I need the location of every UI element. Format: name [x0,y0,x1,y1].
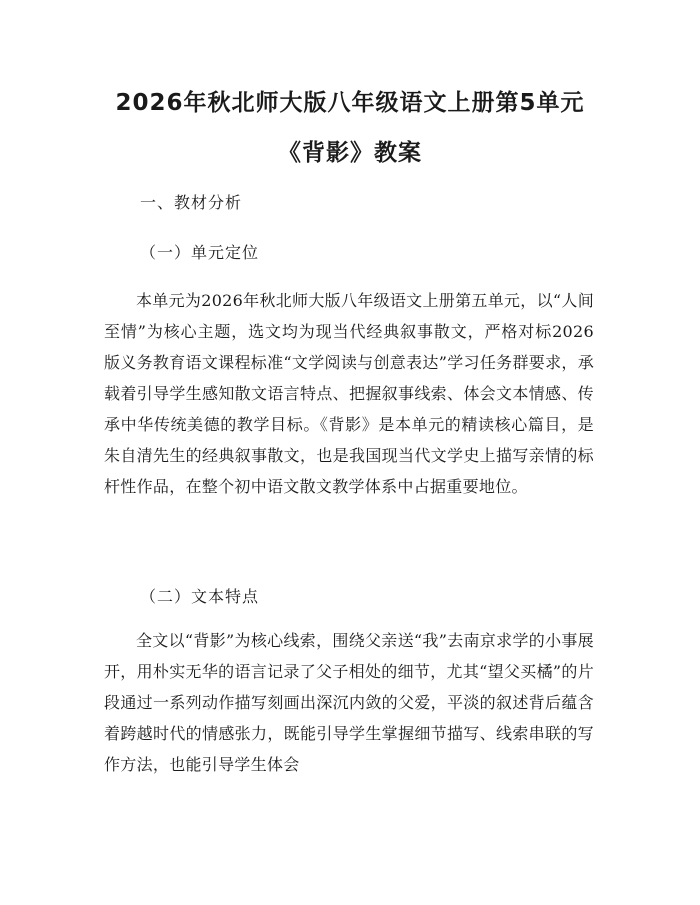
subsection-heading-text-features: （二）文本特点 [140,587,260,606]
subsection-heading-unit-positioning: （一）单元定位 [140,243,260,262]
document-title-line2: 《背影》教案 [278,140,422,166]
paragraph-text-features: 全文以“背影”为核心线索，围绕父亲送“我”去南京求学的小事展开，用朴实无华的语言记录了父子相处的细节，尤其“望父买橘”的片段通过一系列动作描写刻画出深沉内敛的父爱，平淡的叙述背后蕴含着跨越时代的情感张力，既能引导学生掌握细节描写、线索串联的写作方法，也能引导学生体会 [104,631,594,774]
paragraph-unit-positioning: 本单元为2026年秋北师大版八年级语文上册第五单元，以“人间至情”为核心主题，选文均为现当代经典叙事散文，严格对标2026版义务教育语文课程标准“文学阅读与创意表达”学习任务群要求，承载着引导学生感知散文语言特点、把握叙事线索、体会文本情感、传承中华传统美德的教学目标。《背影》是本单元的精读核心篇目，是朱自清先生的经典叙事散文，也是我国现当代文学史上描写亲情的标杆性作品，在整个初中语文散文教学体系中占据重要地位。 [104,291,594,496]
document-title-line1: 2026年秋北师大版八年级语文上册第5单元 [115,90,585,116]
section-heading-textbook-analysis: 一、教材分析 [140,193,243,212]
